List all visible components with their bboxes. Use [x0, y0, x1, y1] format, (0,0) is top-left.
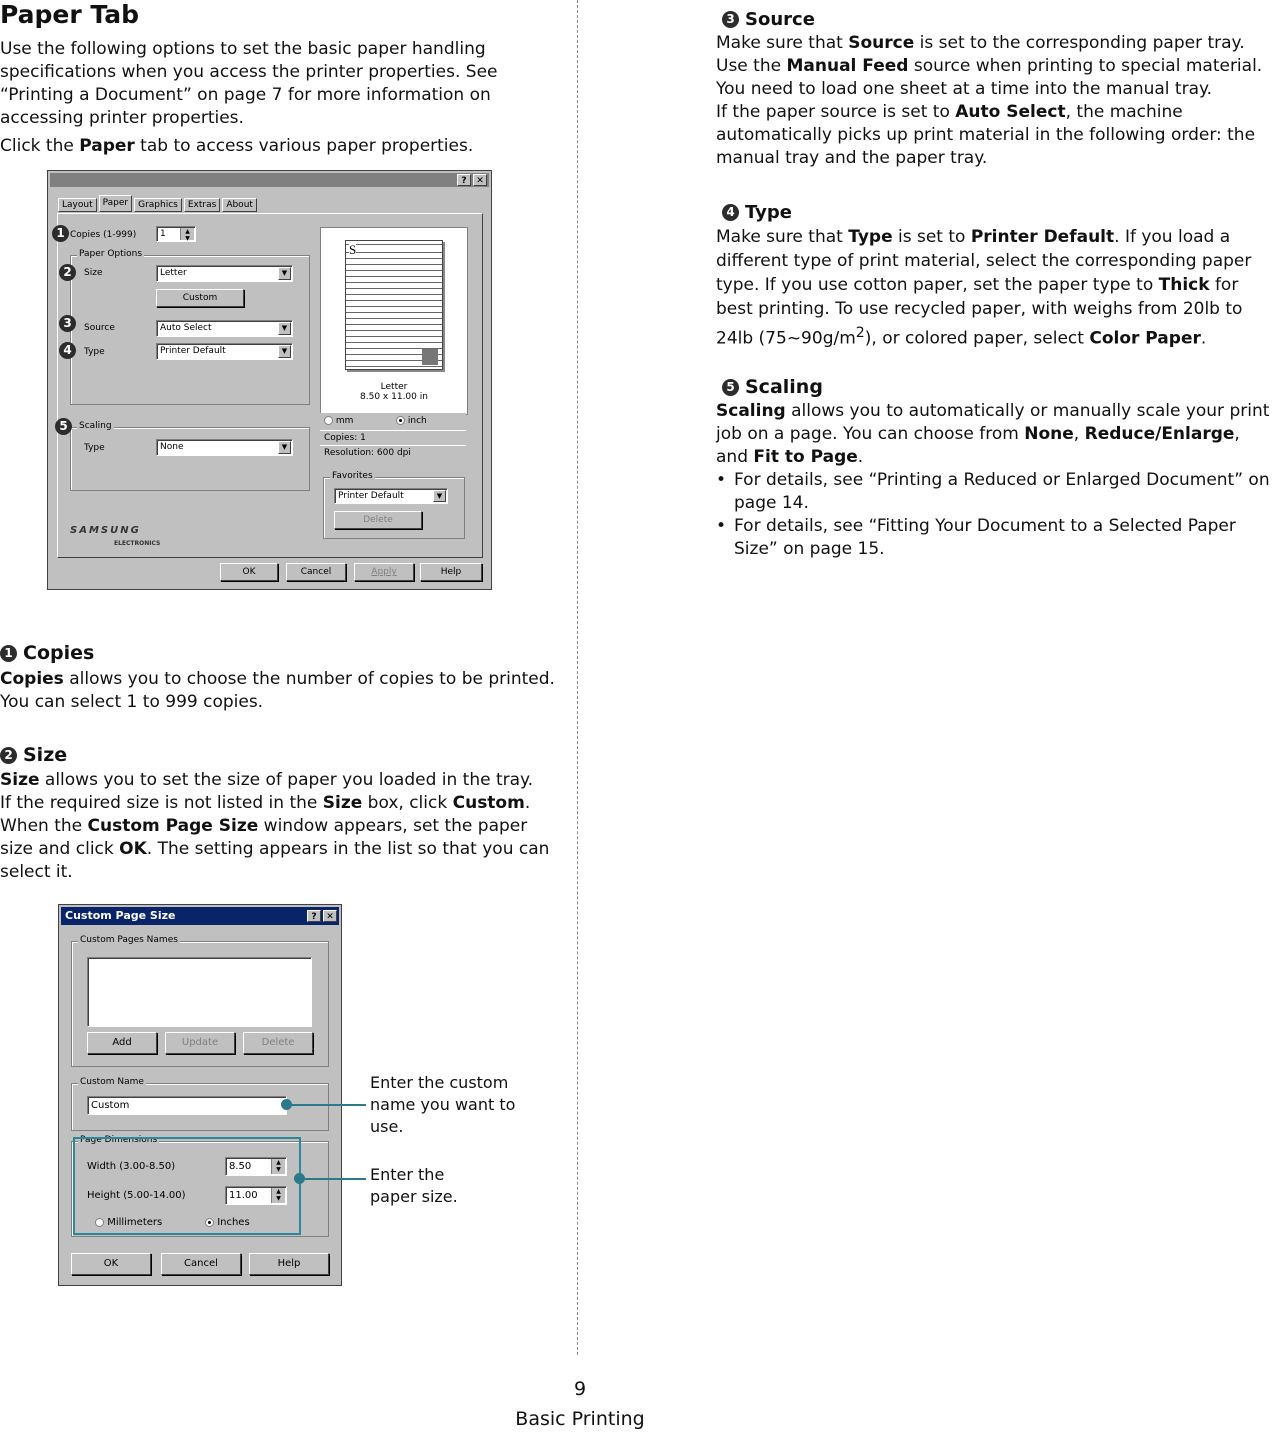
custom-pages-names-label: Custom Pages Names — [80, 935, 178, 945]
copies-paragraph: Copies allows you to choose the number of copies to be printed. You can select 1 to 999 copies. — [0, 669, 555, 712]
source-paragraph-3: If the paper source is set to Auto Select, the machine automatically picks up print material in the following order: the manual tray and the paper tray. — [716, 102, 1256, 168]
marker-3: 3 — [722, 11, 739, 28]
marker-2: 2 — [0, 747, 17, 764]
size-select[interactable]: Letter ▼ — [156, 265, 293, 282]
apply-button[interactable]: Apply — [354, 563, 414, 581]
size-heading: 2 Size — [0, 744, 67, 766]
width-spinner[interactable]: ▲ ▼ — [271, 1159, 285, 1174]
tab-graphics[interactable]: Graphics — [134, 198, 182, 212]
type-select[interactable]: Printer Default ▼ — [156, 343, 293, 360]
printer-properties-dialog — [47, 170, 492, 590]
chevron-down-icon: ▼ — [278, 322, 291, 335]
close-title-button[interactable]: ✕ — [323, 910, 337, 922]
resolution-info: Resolution: 600 dpi — [324, 448, 411, 458]
callout-custom-name: Enter the custom name you want to use. — [370, 1073, 516, 1136]
scaling-bullet-1: • For details, see “Printing a Reduced or Enlarged Document” on page 14. — [716, 470, 1270, 513]
marker-5: 5 — [722, 379, 739, 396]
favorites-group — [323, 471, 465, 539]
callout-paper-size: Enter the paper size. — [370, 1165, 458, 1206]
copies-spinner[interactable]: ▲ ▼ — [180, 228, 194, 240]
copies-label: Copies (1-999) — [70, 230, 137, 240]
samsung-logo: SAMSUNG — [70, 525, 141, 536]
inches-radio[interactable]: Inches — [205, 1217, 250, 1228]
source-paragraph-1: Make sure that Source is set to the corresponding paper tray. — [716, 33, 1245, 53]
chevron-down-icon: ▼ — [278, 441, 291, 454]
page-number: 9 — [573, 1378, 587, 1400]
copies-info: Copies: 1 — [324, 433, 366, 443]
custom-pages-list[interactable] — [87, 957, 312, 1027]
scaling-group-label: Scaling — [79, 421, 112, 431]
radio-millimeters[interactable] — [95, 1218, 104, 1227]
marker-1: 1 — [52, 225, 69, 242]
radio-mm[interactable] — [324, 416, 333, 425]
intro-paragraph: Use the following options to set the basic paper handling specifications when you access the printer properties. See “Printing a Document” on page 7 for more information on accessing printer properties. — [0, 39, 498, 128]
millimeters-radio[interactable]: Millimeters — [95, 1217, 162, 1228]
unit-inch-radio[interactable]: inch — [396, 416, 427, 426]
size-paragraph-1: Size allows you to set the size of paper you loaded in the tray. — [0, 770, 534, 790]
copies-heading: 1 Copies — [0, 642, 94, 664]
column-divider — [577, 0, 578, 1355]
paper-options-label: Paper Options — [79, 249, 143, 259]
source-heading: 3 Source — [722, 9, 815, 30]
cancel-button[interactable]: Cancel — [161, 1253, 241, 1275]
unit-mm-radio[interactable]: mm — [324, 416, 353, 426]
preview-image-block — [422, 349, 438, 365]
dialog-titlebar — [50, 173, 489, 187]
radio-inches[interactable] — [205, 1218, 214, 1227]
source-select[interactable]: Auto Select ▼ — [156, 320, 293, 337]
height-label: Height (5.00-14.00) — [87, 1190, 186, 1201]
add-button[interactable]: Add — [87, 1032, 157, 1054]
tab-layout[interactable]: Layout — [58, 198, 97, 212]
size-paragraph-3: When the Custom Page Size window appears, set the paper size and click OK. The setting appears in the list so that you can select it. — [0, 816, 550, 882]
chevron-down-icon: ▼ — [278, 345, 291, 358]
help-title-button[interactable]: ? — [457, 174, 471, 186]
height-spinner[interactable]: ▲ ▼ — [271, 1188, 285, 1203]
tab-about[interactable]: About — [222, 198, 257, 212]
chevron-down-icon: ▼ — [433, 490, 446, 502]
custom-page-size-dialog — [58, 904, 342, 1286]
radio-inch[interactable] — [396, 416, 405, 425]
help-title-button[interactable]: ? — [307, 910, 321, 922]
scaling-bullet-2: • For details, see “Fitting Your Document to a Selected Paper Size” on page 15. — [716, 516, 1236, 559]
update-button[interactable]: Update — [165, 1032, 235, 1054]
type-paragraph: Make sure that Type is set to Printer Default. If you load a different type of print material, select the corresponding paper type. If you use cotton paper, set the paper type to Thick for best printing. To use recycled paper, with weighs from 20lb to 24lb $(75\sim 90g/m^2)$, or colored paper, select Color Paper. — [716, 227, 1252, 349]
width-input[interactable]: 8.50 ▲ ▼ — [225, 1157, 287, 1176]
page-dimensions-label: Page Dimensions — [80, 1135, 158, 1145]
scaling-paragraph: Scaling allows you to automatically or manually scale your print job on a page. You can choose from None, Reduce/Enlarge, and Fit to Page. — [716, 401, 1270, 467]
height-input[interactable]: 11.00 ▲ ▼ — [225, 1186, 287, 1205]
preview-page — [345, 240, 443, 370]
custom-dialog-title: Custom Page Size — [61, 907, 339, 925]
paper-preview — [320, 227, 468, 415]
scaling-heading: 5 Scaling — [722, 376, 823, 398]
help-button[interactable]: Help — [420, 563, 482, 581]
callout-line-2 — [303, 1178, 366, 1180]
favorites-select[interactable]: Printer Default ▼ — [334, 488, 448, 504]
marker-1: 1 — [0, 645, 17, 662]
preview-caption: Letter 8.50 x 11.00 in — [360, 382, 428, 402]
custom-name-label: Custom Name — [80, 1077, 144, 1087]
source-label: Source — [84, 323, 115, 333]
size-label: Size — [84, 268, 103, 278]
samsung-electronics: ELECTRONICS — [114, 540, 161, 547]
width-label: Width (3.00-8.50) — [87, 1161, 176, 1172]
scaling-select[interactable]: None ▼ — [156, 439, 293, 456]
marker-3: 3 — [59, 315, 76, 332]
help-button[interactable]: Help — [249, 1253, 329, 1275]
tab-paper[interactable]: Paper — [99, 195, 133, 212]
scaling-group — [70, 421, 310, 491]
preview-info — [320, 413, 466, 465]
marker-5: 5 — [55, 418, 72, 435]
scaling-type-label: Type — [84, 443, 105, 453]
custom-button[interactable]: Custom — [156, 289, 244, 307]
cancel-button[interactable]: Cancel — [286, 563, 346, 581]
type-heading: 4 Type — [722, 202, 792, 223]
tab-strip — [58, 198, 257, 212]
ok-button[interactable]: OK — [220, 563, 278, 581]
size-paragraph-2: If the required size is not listed in the Size box, click Custom. — [0, 793, 531, 813]
delete-button[interactable]: Delete — [243, 1032, 313, 1054]
copies-input[interactable]: 1 ▲ ▼ — [156, 226, 196, 242]
source-paragraph-2: Use the Manual Feed source when printing to special material. You need to load one sheet at a time into the manual tray. — [716, 56, 1263, 99]
type-label: Type — [84, 347, 105, 357]
favorites-label: Favorites — [332, 471, 373, 481]
marker-2: 2 — [59, 264, 76, 281]
chevron-down-icon: ▼ — [278, 267, 291, 280]
ok-button[interactable]: OK — [71, 1253, 151, 1275]
tab-extras[interactable]: Extras — [184, 198, 220, 212]
delete-favorite-button[interactable]: Delete — [334, 511, 422, 529]
callout-line-1 — [290, 1104, 366, 1106]
page-title: Paper Tab — [0, 0, 140, 29]
click-paper-line: Click the Paper tab to access various paper properties. — [0, 136, 474, 156]
marker-4: 4 — [59, 342, 76, 359]
footer-section: Basic Printing — [515, 1408, 645, 1430]
custom-name-input[interactable]: Custom — [87, 1096, 287, 1115]
marker-4: 4 — [722, 204, 739, 221]
close-title-button[interactable]: ✕ — [473, 174, 487, 186]
preview-letter: S — [349, 242, 357, 257]
